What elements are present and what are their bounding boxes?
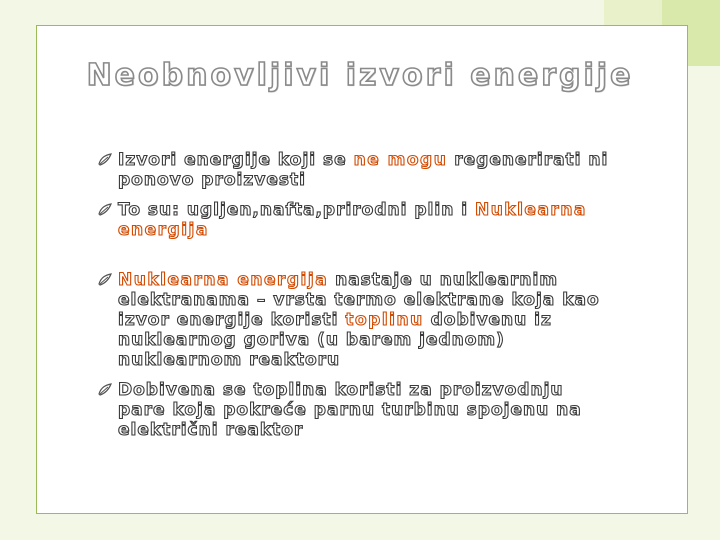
bullet-text-line xyxy=(118,290,600,310)
text-segment: nastaje u nuklearnim xyxy=(328,270,559,290)
bullet-text-line xyxy=(118,310,552,330)
bullet-text-line xyxy=(118,150,608,170)
highlighted-term: toplinu xyxy=(345,310,424,330)
bullet-text-line xyxy=(118,220,209,240)
bullet-text-line xyxy=(118,380,564,400)
bullet-text-line xyxy=(118,350,340,370)
bullet-text-line xyxy=(118,420,303,440)
text-segment: Izvori energije koji se xyxy=(118,150,354,170)
leaf-bullet-icon xyxy=(98,203,112,217)
bullet-text-line xyxy=(118,200,587,220)
highlighted-term: energija xyxy=(118,220,209,240)
text-segment: ponovo proizvesti xyxy=(118,170,306,190)
highlighted-term: Nuklearna xyxy=(474,200,587,220)
text-segment: regenerirati ni xyxy=(447,150,609,170)
bullet-text-line xyxy=(118,330,505,350)
highlighted-term: ne mogu xyxy=(353,150,448,170)
bullet-text-line xyxy=(118,270,558,290)
leaf-bullet-icon xyxy=(98,383,112,397)
slide-title: Neobnovljivi izvori energije xyxy=(86,58,634,93)
bullet-text-line xyxy=(118,170,306,190)
text-segment: elektranama – vrsta termo elektrane koja kao xyxy=(118,290,600,310)
text-segment: nuklearnog goriva (u barem jednom) xyxy=(118,330,505,350)
bullet-text-line xyxy=(118,400,582,420)
leaf-bullet-icon xyxy=(98,153,112,167)
highlighted-term: Nuklearna energija xyxy=(118,270,329,290)
text-segment: Dobivena se toplina koristi za proizvodnju xyxy=(118,380,564,400)
text-segment: pare koja pokreće parnu turbinu spojenu na xyxy=(118,400,582,420)
text-segment: To su: ugljen,nafta,prirodni plin i xyxy=(118,200,475,220)
text-segment: izvor energije koristi xyxy=(118,310,346,330)
text-segment: dobivenu iz xyxy=(423,310,552,330)
leaf-bullet-icon xyxy=(98,273,112,287)
text-segment: električni reaktor xyxy=(118,420,304,440)
text-segment: nuklearnom reaktoru xyxy=(118,350,341,370)
